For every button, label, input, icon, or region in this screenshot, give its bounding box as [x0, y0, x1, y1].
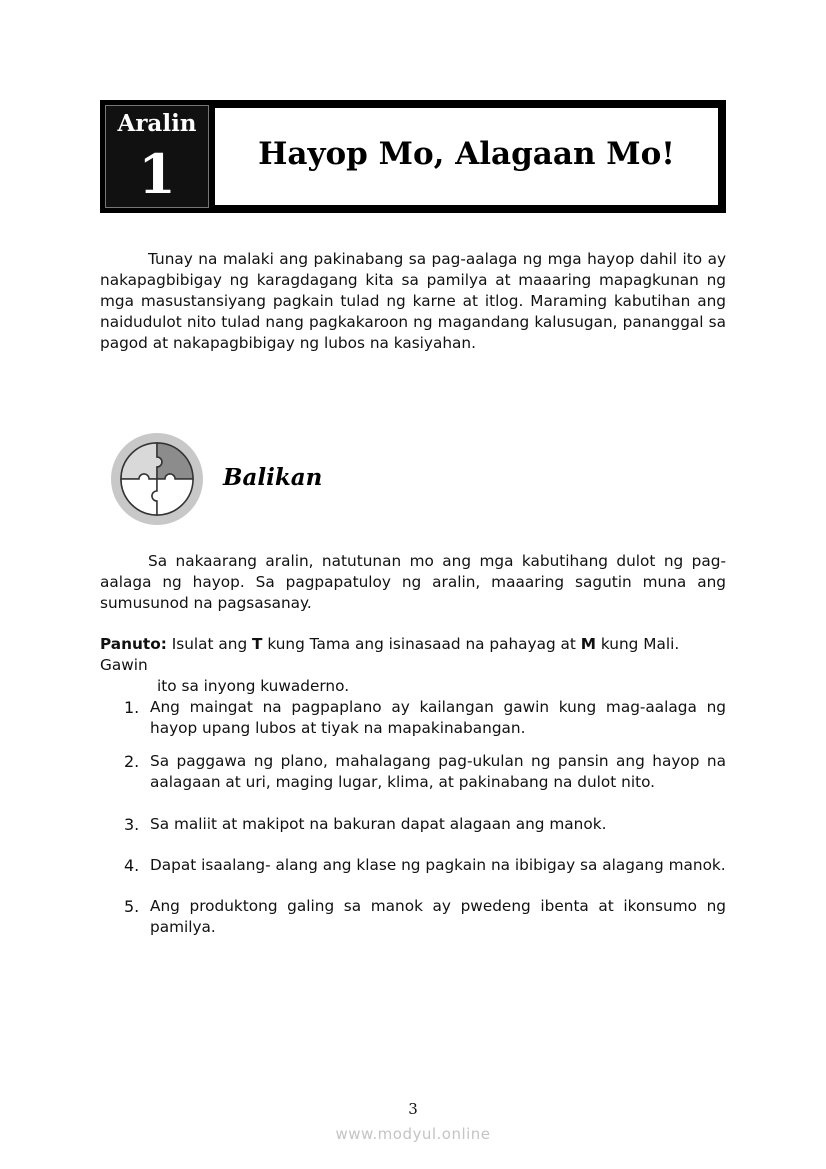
list-item: [124, 814, 726, 835]
instruction-text-3: kung Mali. Gawin: [100, 635, 680, 674]
list-item: [124, 855, 726, 876]
list-item: [124, 697, 726, 739]
review-paragraph: Sa nakaarang aralin, natutunan mo ang mga kabutihang dulot ng pag-aalaga ng hayop. Sa pagpapatuloy ng aralin, maaaring sagutin muna ang sumusunod na pagsasanay.: [100, 552, 726, 612]
list-item: [124, 896, 726, 938]
lesson-title-box: [213, 106, 720, 207]
puzzle-icon: [111, 433, 203, 525]
lesson-number-tab: [105, 105, 209, 208]
item-number: 5.: [124, 897, 140, 916]
instruction-label: Panuto:: [100, 635, 167, 653]
item-text: Ang maingat na pagpaplano ay kailangan gawin kung mag-aalaga ng hayop upang lubos at tiyak na mapakinabangan.: [150, 698, 726, 737]
instruction-line-1: [100, 634, 726, 676]
lesson-number: 1: [138, 142, 176, 206]
lesson-label: Aralin: [117, 110, 197, 137]
false-letter: M: [580, 635, 597, 653]
item-number: 2.: [124, 752, 140, 771]
page-number: 3: [408, 1100, 418, 1118]
section-title: Balikan: [223, 464, 323, 491]
intro-paragraph: Tunay na malaki ang pakinabang sa pag-aalaga ng mga hayop dahil ito ay nakapagbibigay ng karagdagang kita sa pamilya at maaaring mapagkunan ng mga masustansiyang pagkain tulad ng karne at itlog. Maraming kabutihan ang naidudulot nito tulad nang pagkakaroon ng magandang kalusugan, pananggal sa pagod at nakapagbibigay ng lubos na kasiyahan.: [100, 250, 726, 352]
lesson-header: [100, 100, 726, 213]
item-number: 4.: [124, 856, 140, 875]
instruction: [100, 634, 726, 697]
watermark: www.modyul.online: [335, 1125, 491, 1143]
instruction-text-1: Isulat ang: [171, 635, 253, 653]
item-text: Sa paggawa ng plano, mahalagang pag-ukulan ng pansin ang hayop na aalagaan at uri, maging lugar, klima, at pakinabang na dulot nito.: [150, 752, 726, 791]
item-text: Dapat isaalang- alang ang klase ng pagkain na ibibigay sa alagang manok.: [150, 856, 726, 874]
item-number: 3.: [124, 815, 140, 834]
instruction-line-2: ito sa inyong kuwaderno.: [157, 677, 350, 695]
item-text: Ang produktong galing sa manok ay pwedeng ibenta at ikonsumo ng pamilya.: [150, 897, 726, 936]
instruction-text-2: kung Tama ang isinasaad na pahayag at: [262, 635, 581, 653]
lesson-title: Hayop Mo, Alagaan Mo!: [258, 136, 675, 172]
true-letter: T: [252, 635, 263, 653]
item-number: 1.: [124, 698, 140, 717]
list-item: [124, 751, 726, 793]
item-text: Sa maliit at makipot na bakuran dapat alagaan ang manok.: [150, 815, 607, 833]
